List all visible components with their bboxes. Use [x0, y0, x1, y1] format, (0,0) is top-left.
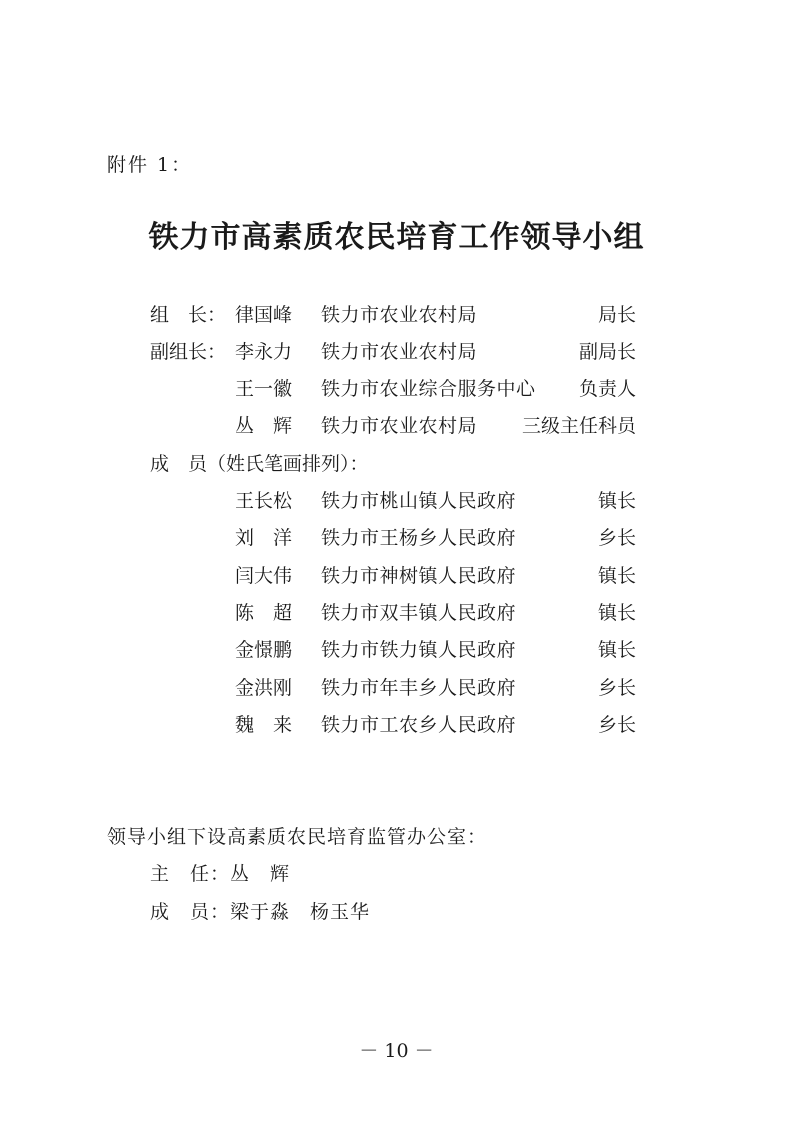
leader-org: 铁力市农业农村局	[321, 415, 478, 437]
member-name: 陈 超	[235, 602, 293, 624]
member-row	[0, 523, 793, 553]
leader-name: 律国峰	[235, 304, 293, 326]
member-org: 铁力市年丰乡人民政府	[321, 677, 517, 699]
member-row	[0, 635, 793, 665]
member-position: 镇长	[597, 639, 636, 661]
members-heading: 成 员（姓氏笔画排列）：	[150, 453, 369, 475]
office-members: 成 员：梁于淼 杨玉华	[150, 901, 371, 923]
office-note: 领导小组下设高素质农民培育监管办公室：	[107, 826, 488, 848]
leader-row	[0, 411, 793, 441]
member-name: 金憬鹏	[235, 639, 293, 661]
member-org: 铁力市工农乡人民政府	[321, 714, 517, 736]
member-name: 刘 洋	[235, 527, 293, 549]
leader-org: 铁力市农业综合服务中心	[321, 378, 536, 400]
member-position: 乡长	[597, 714, 636, 736]
page-number: － 10 －	[359, 1040, 434, 1062]
member-org: 铁力市双丰镇人民政府	[321, 602, 517, 624]
document-title: 铁力市高素质农民培育工作领导小组	[148, 220, 645, 255]
member-position: 镇长	[597, 602, 636, 624]
leader-name: 丛 辉	[235, 415, 293, 437]
attachment-label: 附件 1：	[107, 154, 193, 176]
member-name: 王长松	[235, 490, 293, 512]
leader-name: 王一徽	[235, 378, 293, 400]
member-org: 铁力市铁力镇人民政府	[321, 639, 517, 661]
members-heading-row	[0, 449, 793, 479]
member-org: 铁力市王杨乡人民政府	[321, 527, 517, 549]
leader-org: 铁力市农业农村局	[321, 341, 478, 363]
member-row	[0, 561, 793, 591]
member-org: 铁力市神树镇人民政府	[321, 565, 517, 587]
member-position: 乡长	[597, 527, 636, 549]
member-name: 魏 来	[235, 714, 293, 736]
leader-position: 局长	[597, 304, 636, 326]
office-director: 主 任：丛 辉	[150, 863, 291, 885]
member-row	[0, 673, 793, 703]
leader-row	[0, 337, 793, 367]
member-name: 金洪刚	[235, 677, 293, 699]
leader-name: 李永力	[235, 341, 293, 363]
member-row	[0, 486, 793, 516]
leader-role: 组 长：	[150, 304, 227, 326]
leader-role: 副组长：	[150, 341, 227, 363]
member-row	[0, 710, 793, 740]
member-org: 铁力市桃山镇人民政府	[321, 490, 517, 512]
leader-org: 铁力市农业农村局	[321, 304, 478, 326]
leader-row	[0, 300, 793, 330]
member-name: 闫大伟	[235, 565, 293, 587]
leader-row	[0, 374, 793, 404]
leader-position: 负责人	[578, 378, 636, 400]
member-row	[0, 598, 793, 628]
leader-position: 副局长	[578, 341, 636, 363]
member-position: 乡长	[597, 677, 636, 699]
leader-position: 三级主任科员	[521, 415, 636, 437]
member-position: 镇长	[597, 490, 636, 512]
member-position: 镇长	[597, 565, 636, 587]
